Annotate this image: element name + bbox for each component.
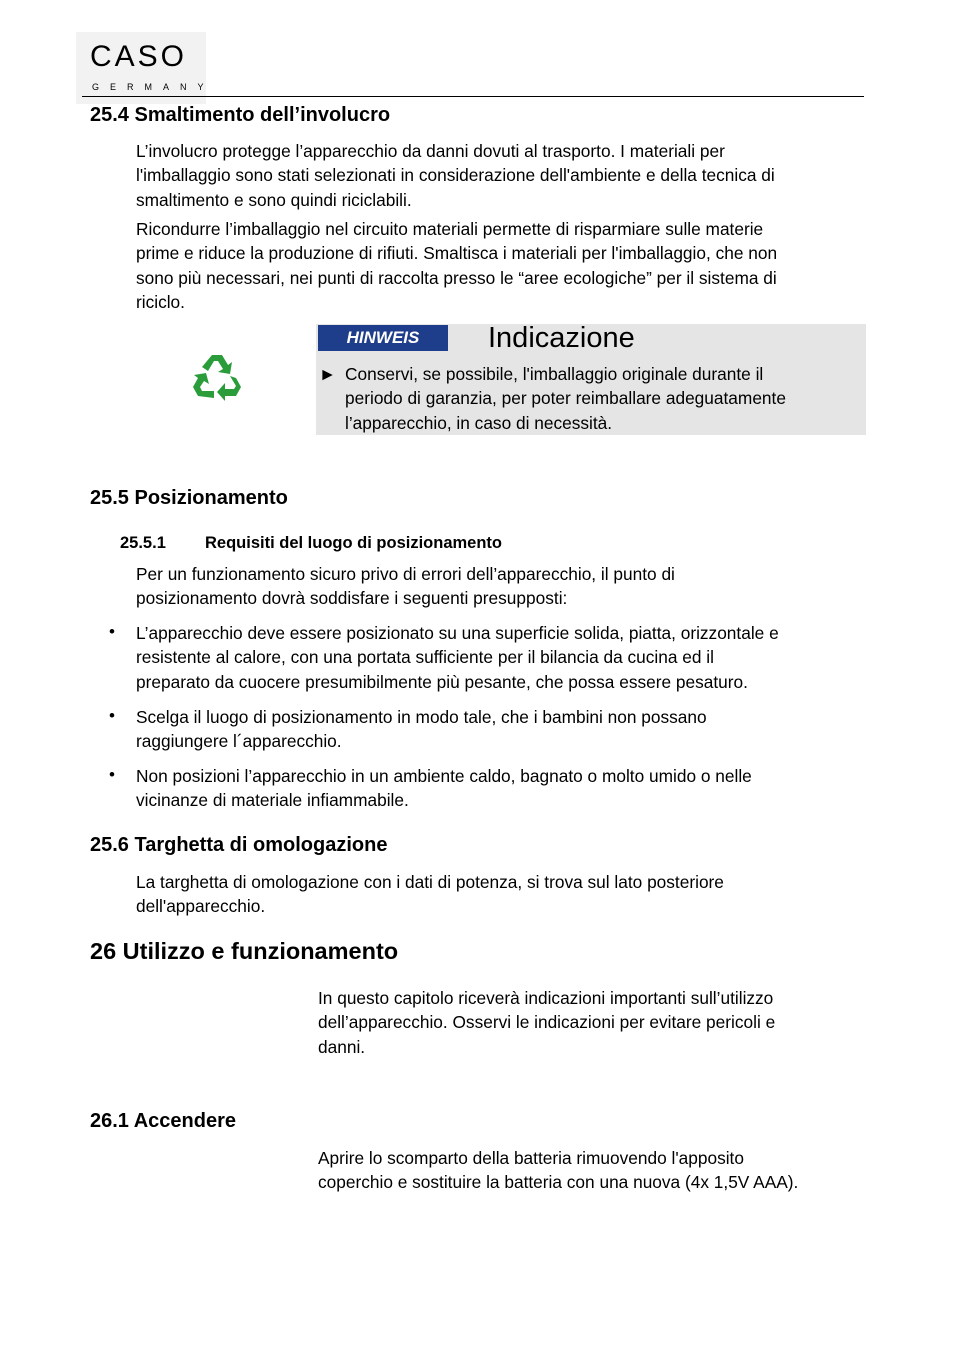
paragraph-requirements — [136, 562, 675, 611]
heading-25-5: 25.5 Posizionamento — [90, 487, 288, 509]
notice-title: Indicazione — [488, 322, 635, 354]
paragraph-usage-intro — [318, 986, 775, 1059]
text-line: vicinanze di materiale infiammabile. — [136, 790, 409, 811]
paragraph-packaging-2 — [136, 217, 777, 314]
notice-text — [345, 362, 786, 435]
text-line: Aprire lo scomparto della batteria rimuovendo l'apposito — [318, 1148, 744, 1168]
text-line: l'imballaggio sono stati selezionati in considerazione dell'ambiente e della tecnica di — [136, 165, 775, 186]
heading-25-4: 25.4 Smaltimento dell’involucro — [90, 104, 391, 126]
text-line: sono più necessari, nei punti di raccolta presso le “aree ecologiche” per il sistema di — [136, 267, 777, 288]
list-item — [136, 764, 752, 813]
text-line: Per un funzionamento sicuro privo di errori dell’apparecchio, il punto di — [136, 564, 675, 584]
bullet-icon: • — [109, 765, 115, 784]
text-line: L’apparecchio deve essere posizionato su una superficie solida, piatta, orizzontale e — [136, 623, 779, 643]
heading-26: 26 Utilizzo e funzionamento — [90, 938, 399, 964]
text-line: preparato da cuocere presumibilmente più pesante, che possa essere pesaturo. — [136, 671, 748, 692]
text-line: danni. — [318, 1036, 366, 1057]
text-line: coperchio e sostituire la batteria con una nuova (4x 1,5V AAA). — [318, 1172, 799, 1193]
list-item — [136, 705, 707, 754]
paragraph-packaging-1 — [136, 139, 775, 212]
heading-25-6: 25.6 Targhetta di omologazione — [90, 834, 388, 856]
text-line: Ricondurre l’imballaggio nel circuito materiali permette di risparmiare sulle materie — [136, 219, 764, 239]
notice-arrow-icon: ► — [319, 364, 337, 384]
text-line: Conservi, se possibile, l'imballaggio originale durante il — [345, 364, 764, 384]
list-item — [136, 621, 779, 694]
text-line: smaltimento e sono quindi riciclabili. — [136, 189, 412, 210]
text-line: Non posizioni l’apparecchio in un ambiente caldo, bagnato o molto umido o nelle — [136, 766, 752, 786]
text-line: raggiungere l´apparecchio. — [136, 731, 342, 752]
text-line: Scelga il luogo di posizionamento in modo tale, che i bambini non possano — [136, 707, 707, 727]
heading-26-1: 26.1 Accendere — [90, 1110, 237, 1132]
text-line: resistente al calore, con una portata sufficiente per il bilancia da cucina ed il — [136, 647, 714, 668]
header-rule — [82, 96, 864, 97]
text-line: l’apparecchio, in caso di necessità. — [345, 412, 613, 433]
bullet-icon: • — [109, 622, 115, 641]
subheading-title: Requisiti del luogo di posizionamento — [205, 534, 502, 552]
text-line: posizionamento dovrà soddisfare i seguenti presupposti: — [136, 588, 568, 609]
text-line: La targhetta di omologazione con i dati di potenza, si trova sul lato posteriore — [136, 872, 724, 892]
recycle-icon — [190, 350, 244, 404]
paragraph-switch-on — [318, 1146, 798, 1195]
logo-wordmark: CASO — [90, 40, 188, 73]
text-line: dell’apparecchio. Osservi le indicazioni per evitare pericoli e — [318, 1012, 776, 1033]
text-line: periodo di garanzia, per poter reimballare adeguatamente — [345, 388, 786, 409]
text-line: prime e riduce la produzione di rifiuti. Smaltisca i materiali per l'imballaggio, che non — [136, 243, 778, 264]
logo-subtitle: GERMANY — [92, 82, 215, 92]
text-line: L’involucro protegge l’apparecchio da danni dovuti al trasporto. I materiali per — [136, 141, 725, 161]
subheading-number: 25.5.1 — [120, 534, 166, 552]
bullet-icon: • — [109, 706, 115, 725]
text-line: In questo capitolo riceverà indicazioni importanti sull’utilizzo — [318, 988, 774, 1008]
text-line: riciclo. — [136, 291, 185, 312]
text-line: dell'apparecchio. — [136, 896, 266, 917]
hinweis-badge: HINWEIS — [318, 325, 448, 351]
paragraph-rating-plate — [136, 870, 724, 919]
